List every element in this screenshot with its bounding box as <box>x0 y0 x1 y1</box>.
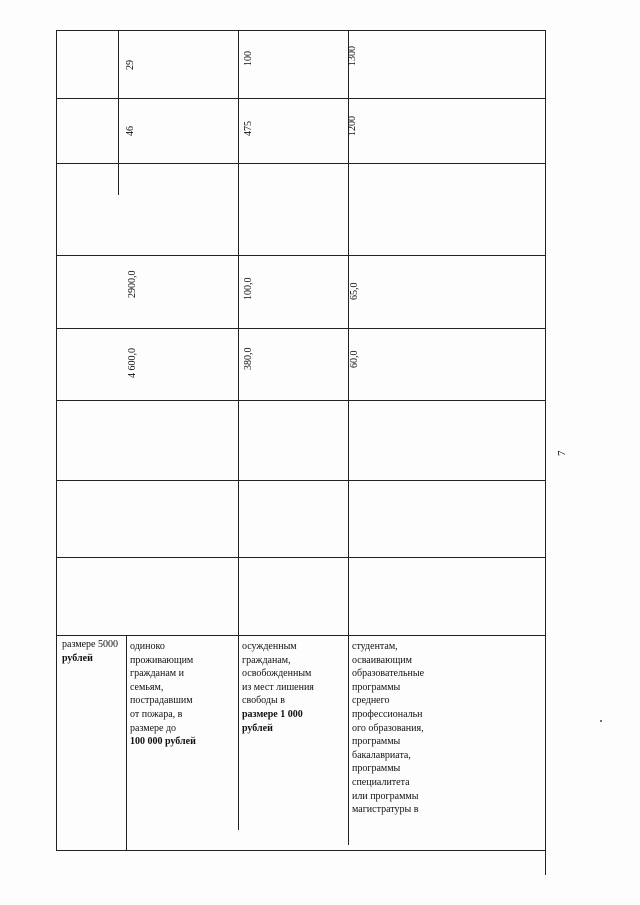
row-text-3: студентам, осваивающим образовательные программы среднего профессиональн ого образования, программы бакалавриата, программы специалитета или программы магистратуры в <box>352 641 425 816</box>
cell-value: 4 600,0 <box>127 348 138 378</box>
table-rule <box>348 30 349 845</box>
table-rule <box>56 400 546 401</box>
cell-value: 100 <box>243 51 254 66</box>
cell-value: 46 <box>125 126 136 136</box>
scan-speck <box>600 720 602 722</box>
table-rule <box>56 30 546 31</box>
row-text-2: осужденным гражданам, освобожденным из мест лишения свободы в размере 1 000 рублей <box>242 641 314 734</box>
table-rule <box>126 635 127 850</box>
cell-value: 1300 <box>347 46 358 66</box>
table-rule <box>56 480 546 481</box>
table-rule <box>238 30 239 830</box>
table-rule <box>56 328 546 329</box>
table-rule <box>56 30 57 850</box>
table-rule <box>545 30 546 875</box>
cell-value: 60,0 <box>349 350 360 368</box>
cell-value: 2900,0 <box>127 270 138 298</box>
table-rule <box>545 872 546 873</box>
table-rule <box>56 255 546 256</box>
table-rule <box>56 557 546 558</box>
row-text-0: размере 5000 рублей <box>62 639 118 664</box>
table-rule <box>56 163 546 164</box>
cell-value: 29 <box>125 60 136 70</box>
row-text-1: одиноко проживающим гражданам и семьям, пострадавшим от пожара, в размере до 100 000 рублей <box>130 641 196 748</box>
table-rule <box>118 30 119 195</box>
table-rule <box>56 98 546 99</box>
cell-value: 380,0 <box>243 347 254 370</box>
cell-value: 475 <box>243 121 254 136</box>
cell-value: 1200 <box>347 116 358 136</box>
cell-value: 100,0 <box>243 277 254 300</box>
cell-value: 65,0 <box>349 282 360 300</box>
page-number: 7 <box>556 450 568 456</box>
table-rule <box>56 635 546 636</box>
table-rule <box>56 850 546 851</box>
